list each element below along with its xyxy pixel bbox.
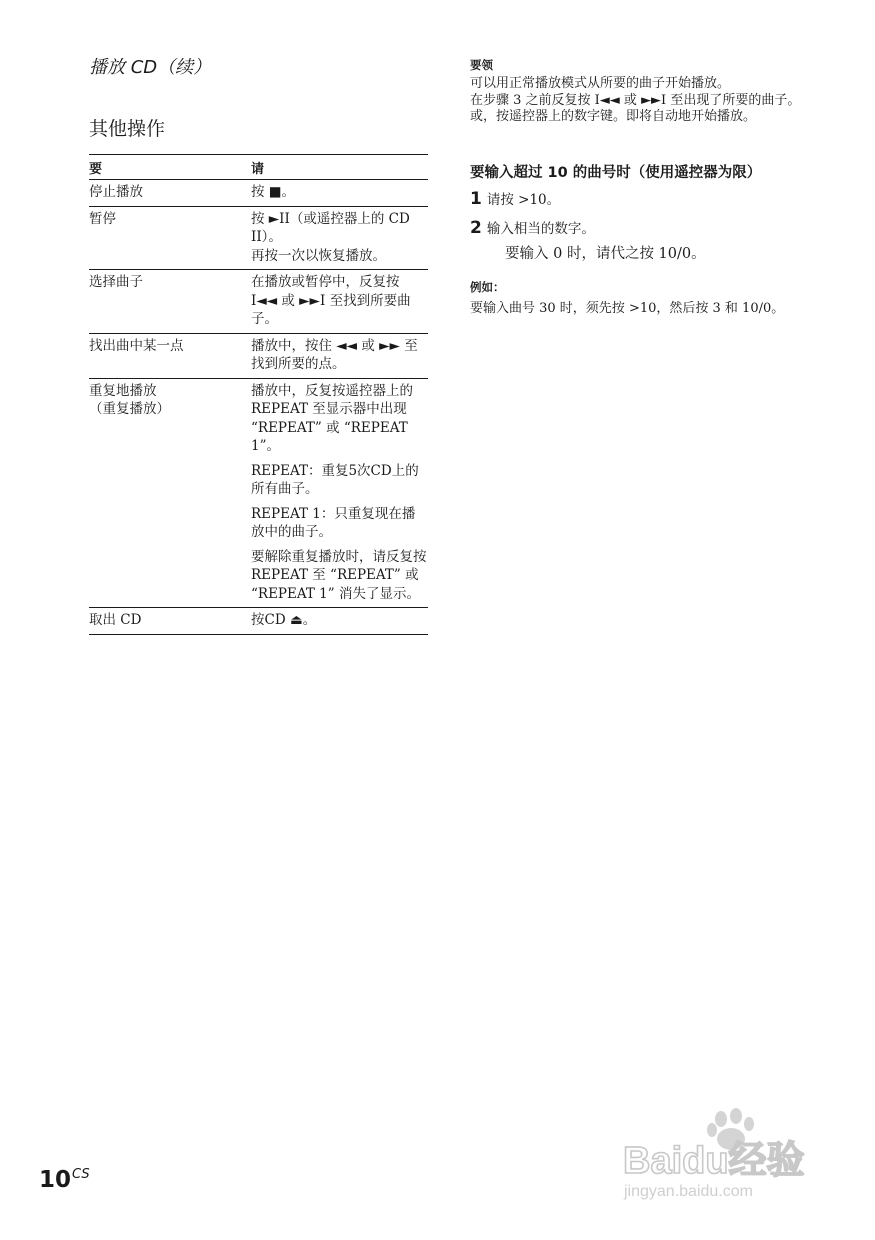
- table-row: [89, 180, 428, 207]
- row-want-cell: [89, 180, 251, 207]
- cell-text: 按CD ⏏。: [251, 612, 317, 628]
- row-want-cell: [89, 608, 251, 635]
- cell-text: 选择曲子: [89, 274, 143, 290]
- step-2-note: 要输入 0 时，请代之按 10/0。: [505, 246, 706, 262]
- cell-text: 在播放或暂停中，反复按 I◄◄ 或 ►►I 至找到所要曲子。: [251, 274, 411, 327]
- cell-text: 按 ►II（或遥控器上的 CD II）。: [251, 210, 410, 245]
- row-want-cell: [89, 333, 251, 378]
- table-row: [89, 608, 428, 635]
- header-do: 请: [251, 162, 265, 177]
- page-number-value: 10: [39, 1167, 72, 1193]
- row-do-cell: [251, 206, 428, 270]
- tip-line: 可以用正常播放模式从所要的曲子开始播放。: [470, 76, 731, 91]
- cell-text: REPEAT：重复5次CD上的所有曲子。: [251, 462, 419, 497]
- tip-body: [470, 76, 815, 126]
- step-1: [470, 188, 560, 209]
- row-do-cell: [251, 270, 428, 334]
- step-text: 请按 >10。: [486, 192, 561, 208]
- cell-text: （重复播放）: [89, 401, 170, 417]
- page-number: [39, 1167, 90, 1193]
- cell-text: 重复地播放: [89, 382, 157, 399]
- cell-text: 播放中，反复按遥控器上的 REPEAT 至显示器中出现 “REPEAT” 或 “REPEAT 1”。: [251, 382, 413, 454]
- step-number: 2: [470, 218, 482, 238]
- subsection-heading: 其他操作: [89, 118, 166, 140]
- step-2: [470, 217, 595, 238]
- watermark-url: jingyan.baidu.com: [624, 1183, 753, 1200]
- row-do-cell: [251, 608, 428, 635]
- row-want-cell: [89, 270, 251, 334]
- table-row: [89, 270, 428, 334]
- cell-text: 取出 CD: [89, 612, 142, 628]
- row-want-cell: [89, 206, 251, 270]
- row-do-cell: [251, 333, 428, 378]
- cell-text: 要解除重复播放时，请反复按 REPEAT 至 “REPEAT” 或 “REPEAT 1” 消失了显示。: [251, 548, 427, 602]
- cell-text: REPEAT 1：只重复现在播放中的曲子。: [251, 505, 416, 540]
- cell-text: 再按一次以恢复播放。: [251, 247, 386, 264]
- section-title: 播放 CD（续）: [89, 57, 212, 78]
- cell-text: 找出曲中某一点: [89, 337, 184, 354]
- step-text: 输入相当的数字。: [486, 221, 595, 237]
- table-row: [89, 378, 428, 608]
- page-number-suffix: CS: [72, 1167, 90, 1182]
- watermark-logo-text: Baidu经验: [623, 1140, 805, 1182]
- row-do-cell: [251, 378, 428, 608]
- example-text: 要输入曲号 30 时，须先按 >10，然后按 3 和 10/0。: [470, 301, 785, 316]
- header-want: 要: [89, 162, 103, 177]
- baidu-jingyan-watermark: [618, 1105, 828, 1200]
- example-label: 例如：: [470, 280, 505, 294]
- step-number: 1: [470, 189, 482, 209]
- tip-line: 在步骤 3 之前反复按 I◄◄ 或 ►►I 至出现了所要的曲子。: [470, 92, 801, 108]
- table-row: [89, 206, 428, 270]
- row-want-cell: [89, 378, 251, 608]
- over10-heading: 要输入超过 10 的曲号时（使用遥控器为限）: [470, 165, 762, 181]
- tip-line: 或，按遥控器上的数字键。即将自动地开始播放。: [470, 109, 757, 124]
- cell-text: 暂停: [89, 210, 116, 227]
- cell-text: 播放中，按住 ◄◄ 或 ►► 至找到所要的点。: [251, 337, 418, 372]
- cell-text: 按 ■。: [251, 184, 296, 200]
- cell-text: 停止播放: [89, 184, 143, 200]
- operations-table: [89, 154, 428, 635]
- table-header-row: [89, 155, 428, 180]
- table-row: [89, 333, 428, 378]
- row-do-cell: [251, 180, 428, 207]
- tip-label: 要领: [470, 58, 493, 72]
